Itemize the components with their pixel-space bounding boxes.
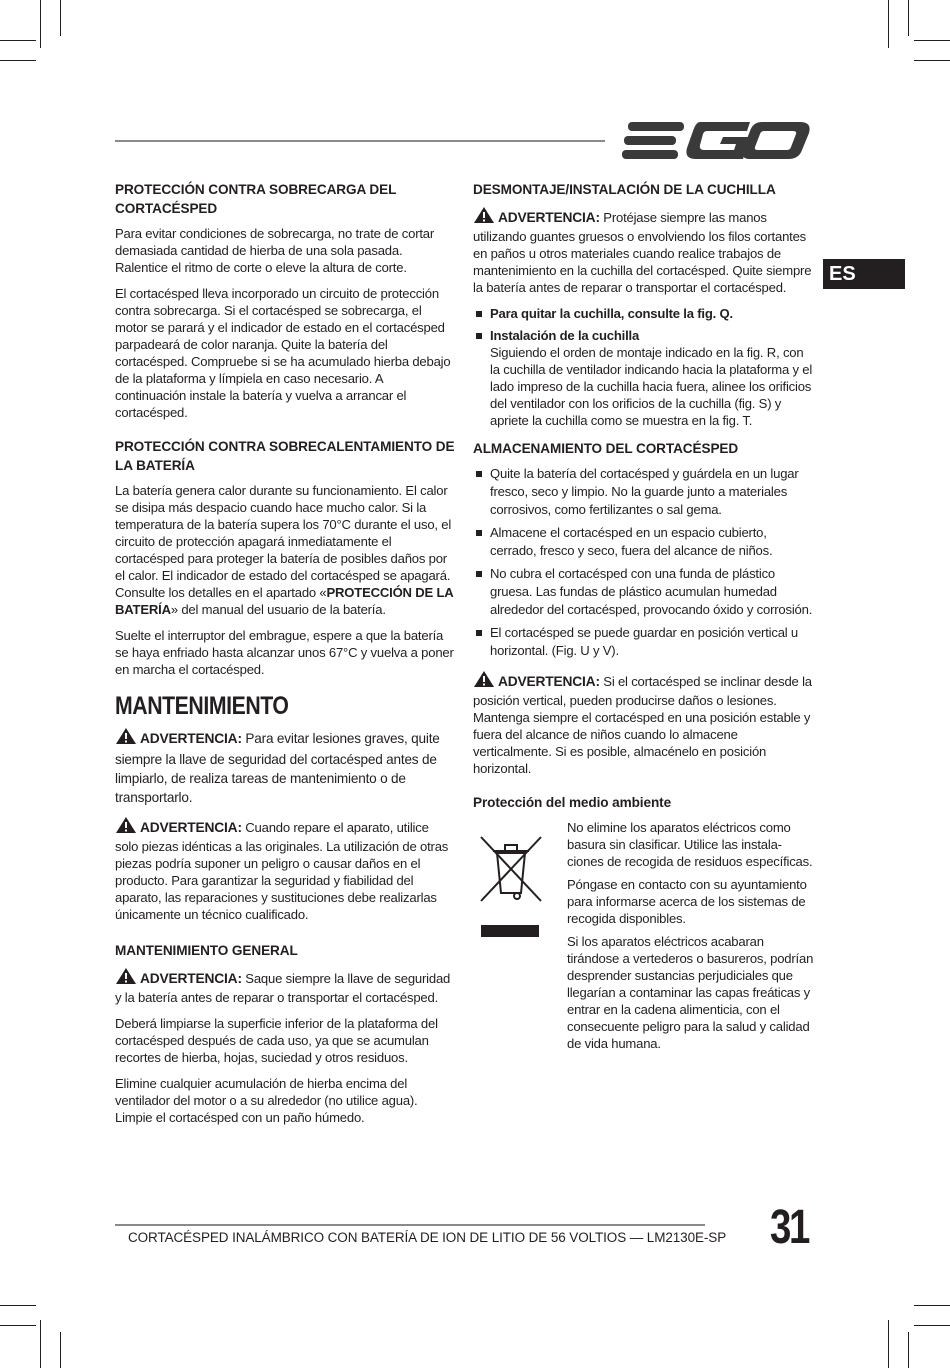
paragraph: Deberá limpiarse la superficie inferior de la plataforma del cortacésped después de cada uso, ya que se acumulan recortes de hierba, hojas, suciedad y otros residuos.	[115, 1016, 438, 1065]
ego-logo-graphic	[622, 118, 810, 162]
warning-paragraph	[115, 816, 455, 923]
section-title: PROTECCIÓN CONTRA SOBRECALENTAMIENTO DE LA BATERÍA	[115, 439, 455, 473]
list-item: El cortacésped se puede guardar en posición vertical u horizontal. (Fig. U y V).	[473, 624, 815, 660]
crop-mark	[40, 0, 41, 48]
storage-list	[473, 465, 815, 660]
crop-mark	[60, 0, 61, 36]
language-tab: ES	[823, 259, 905, 289]
crop-mark	[888, 1320, 889, 1368]
environment-block	[473, 819, 815, 1058]
warning-label: ADVERTENCIA:	[140, 971, 242, 986]
warning-text: Protéjase siempre las manos utilizando guantes gruesos o envolviendo los filos cortantes en paños u otros materiales cuando realice trabajos de mantenimiento en la cuchilla del cortacésped. Quite siempre la batería antes de reparar o transportar el cortacésped.	[473, 210, 812, 295]
page-number: 31	[770, 1201, 808, 1254]
warning-text: Para evitar lesiones graves, quite siempre la llave de seguridad del cortacésped antes de limpiarlo, de realiza tareas de mantenimiento o de transportarlo.	[115, 731, 440, 805]
list-item	[473, 327, 815, 429]
paragraph: Para evitar condiciones de sobrecarga, no trate de cortar demasiada cantidad de hierba de una sola pasada. Ralentice el ritmo de corte o eleve la altura de corte.	[115, 226, 435, 275]
left-column	[115, 180, 455, 1135]
crop-mark	[914, 1305, 950, 1306]
crop-mark	[0, 1325, 36, 1326]
warning-icon	[115, 967, 137, 989]
list-item: Almacene el cortacésped en un espacio cubierto, cerrado, fresco y seco, fuera del alcance de niños.	[473, 524, 815, 560]
text: La batería genera calor durante su funcionamiento. El calor se disipa más despacio cuando hace mucho calor. Si la temperatura de la batería supera los 70°C durante el uso, el circuito de protección apagará inmediatamente el cortacésped para proteger la batería de posibles daños por el calor. El indicador de estado del cortacésped se apagará. Consulte los detalles en el apartado «	[115, 483, 452, 600]
bold-text: Para quitar la cuchilla, consulte la fig. Q.	[490, 306, 733, 321]
section-title: DESMONTAJE/INSTALACIÓN DE LA CUCHILLA	[473, 182, 776, 197]
crop-mark	[0, 40, 36, 41]
section-title: PROTECCIÓN CONTRA SOBRECARGA DEL CORTACÉSPED	[115, 182, 397, 216]
text: » del manual del usuario de la batería.	[170, 602, 386, 617]
page-heading: MANTENIMIENTO	[115, 692, 289, 720]
paragraph: Póngase en contacto con su ayuntamiento para informarse acerca de los sistemas de recogida disponibles.	[567, 877, 807, 926]
footer-text: CORTACÉSPED INALÁMBRICO CON BATERÍA DE ION DE LITIO DE 56 VOLTIOS — LM2130E-SP	[128, 1230, 727, 1245]
warning-label: ADVERTENCIA:	[140, 731, 242, 746]
warning-icon	[115, 727, 137, 750]
paragraph: Elimine cualquier acumulación de hierba encima del ventilador del motor o a su alrededor (no utilice agua). Limpie el cortacésped con un paño húmedo.	[115, 1076, 418, 1125]
warning-label: ADVERTENCIA:	[140, 820, 242, 835]
list-item: Quite la batería del cortacésped y guárdela en un lugar fresco, seco y limpio. No la guarde junto a materiales corrosivos, como fertilizantes o sal gema.	[473, 465, 815, 519]
paragraph: No elimine los aparatos eléctricos como basura sin clasificar. Utilice las instala-ciones de recogida de residuos específicas.	[567, 820, 813, 869]
warning-text: Si el cortacésped se inclinar desde la posición vertical, pueden producirse daños o lesiones. Mantenga siempre el cortacésped en una posición estable y fuera del alcance de niños cuando lo almacene verticalmente. Si es posible, almacénelo en posición horizontal.	[473, 674, 812, 776]
warning-icon	[473, 670, 495, 692]
warning-paragraph	[473, 670, 815, 777]
warning-paragraph	[115, 967, 455, 1006]
crop-mark	[908, 1332, 909, 1368]
bold-text: Instalación de la cuchilla	[490, 328, 640, 343]
crop-mark	[914, 60, 950, 61]
section-title: Protección del medio ambiente	[473, 795, 672, 810]
bold-text: PROTECCIÓN DE LA BATERÍA	[115, 585, 454, 617]
paragraph: El cortacésped lleva incorporado un circuito de protección contra sobrecarga. Si el cortacésped se sobrecarga, el motor se parará y el indicador de estado en el cortacésped parpadeará de color naranja. Quite la batería del cortacésped. Compruebe si se ha acumulado hierba debajo de la plataforma y límpiela en caso necesario. A continuación instale la batería y vuelva a arrancar el cortacésped.	[115, 286, 451, 420]
crop-mark	[914, 1325, 950, 1326]
weee-bin-icon	[473, 819, 551, 1058]
warning-icon	[115, 816, 137, 838]
paragraph: Suelte el interruptor del embrague, espere a que la batería se haya enfriado hasta alcanzar unos 67°C y vuelva a poner en marcha el cortacésped.	[115, 628, 454, 677]
warning-text: Cuando repare el aparato, utilice solo piezas idénticas a las originales. La utilización de otras piezas podría suponer un peligro o causar daños en el producto. Para garantizar la seguridad y fiabilidad del aparato, las reparaciones y sustituciones debe realizarlas únicamente un técnico cualificado.	[115, 820, 449, 922]
paragraph: Si los aparatos eléctricos acabaran tirándose a vertederos o basureros, podrían desprender sustancias perjudiciales que llegarían a contaminar las capas freáticas y entrar en la cadena alimenticia, con el consecuente peligro para la salud y calidad de vida humana.	[567, 934, 814, 1051]
crop-mark	[888, 0, 889, 48]
footer-rule	[115, 1224, 705, 1226]
crop-mark	[40, 1320, 41, 1368]
section-title: ALMACENAMIENTO DEL CORTACÉSPED	[473, 441, 739, 456]
warning-paragraph	[115, 727, 455, 807]
warning-icon	[473, 206, 495, 228]
ego-logo	[622, 118, 810, 167]
crop-mark	[914, 40, 950, 41]
warning-label: ADVERTENCIA:	[498, 674, 600, 689]
crop-mark	[908, 0, 909, 36]
paragraph	[115, 482, 455, 618]
list-item: No cubra el cortacésped con una funda de plástico gruesa. Las fundas de plástico acumulan humedad alrededor del cortacésped, provocando óxido y corrosión.	[473, 565, 815, 619]
warning-label: ADVERTENCIA:	[498, 210, 600, 225]
warning-text: Saque siempre la llave de seguridad y la batería antes de reparar o transportar el cortacésped.	[115, 971, 451, 1005]
crop-mark	[0, 1305, 36, 1306]
right-column	[473, 180, 815, 1058]
crop-mark	[60, 1332, 61, 1368]
blade-list	[473, 305, 815, 429]
text: Siguiendo el orden de montaje indicado en la fig. R, con la cuchilla de ventilador indicando hacia la plataforma y el lado impreso de la cuchilla hacia fuera, alinee los orificios del ventilador con los orificios de la cuchilla (fig. S) y apriete la cuchilla como se muestra en la fig. T.	[490, 345, 813, 428]
list-item	[473, 305, 815, 322]
header-rule	[115, 140, 605, 142]
warning-paragraph	[473, 206, 815, 296]
section-title: MANTENIMIENTO GENERAL	[115, 943, 298, 958]
environment-text	[567, 819, 815, 1058]
crop-mark	[0, 60, 36, 61]
